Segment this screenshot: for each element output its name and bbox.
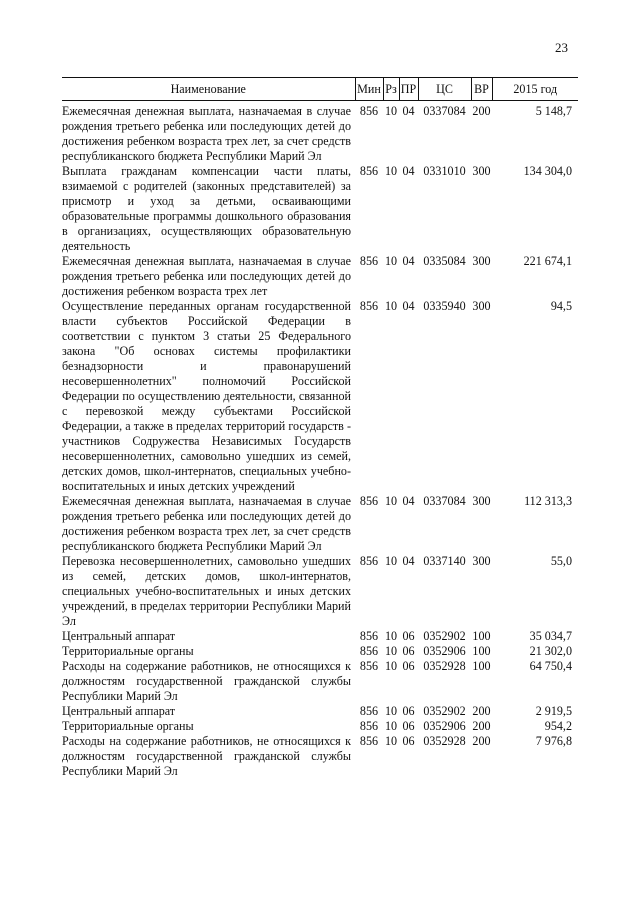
- row-vr: 300: [472, 554, 491, 568]
- row-name: Расходы на содержание работников, не относящихся к должностям государственной гражданской службы Республики Марий Эл: [62, 734, 351, 778]
- row-cs: 0352928: [423, 734, 466, 748]
- table-row: [62, 704, 578, 719]
- row-cs: 0337140: [423, 554, 466, 568]
- table-body: [62, 101, 578, 780]
- row-rz: 10: [384, 254, 398, 268]
- row-rz: 10: [384, 299, 398, 313]
- row-vr: 200: [472, 704, 491, 718]
- row-name: Перевозка несовершеннолетних, самовольно ушедших из семей, детских домов, школ-интернатов, специальных учебно-воспитательных и иных детских учреждений, в пределах территории Республики Марий Эл: [62, 554, 351, 628]
- row-amount: 64 750,4: [529, 659, 572, 673]
- row-vr: 200: [472, 734, 491, 748]
- row-min: 856: [359, 629, 379, 643]
- table-row: [62, 734, 578, 779]
- row-amount: 5 148,7: [535, 104, 572, 118]
- row-rz: 10: [384, 104, 398, 118]
- row-vr: 300: [472, 254, 491, 268]
- header-pr: ПР: [399, 78, 418, 101]
- row-vr: 300: [472, 494, 491, 508]
- row-pr: 04: [402, 494, 415, 508]
- header-year: 2015 год: [492, 78, 578, 101]
- table-row: [62, 629, 578, 644]
- table-row: [62, 494, 578, 554]
- row-rz: 10: [384, 659, 398, 673]
- row-amount: 954,2: [544, 719, 572, 733]
- row-amount: 35 034,7: [529, 629, 572, 643]
- header-name: Наименование: [62, 78, 355, 101]
- row-pr: 06: [402, 644, 415, 658]
- row-cs: 0352902: [423, 629, 466, 643]
- row-rz: 10: [384, 629, 398, 643]
- row-rz: 10: [384, 644, 398, 658]
- row-min: 856: [359, 299, 379, 313]
- row-rz: 10: [384, 554, 398, 568]
- row-min: 856: [359, 704, 379, 718]
- page-number: 23: [555, 40, 568, 55]
- row-rz: 10: [384, 734, 398, 748]
- table-row: [62, 101, 578, 165]
- header-cs: ЦС: [418, 78, 471, 101]
- row-amount: 55,0: [550, 554, 572, 568]
- row-amount: 112 313,3: [524, 494, 572, 508]
- header-row: [62, 78, 578, 101]
- row-amount: 94,5: [550, 299, 572, 313]
- row-vr: 100: [472, 629, 491, 643]
- row-pr: 04: [402, 299, 415, 313]
- row-pr: 04: [402, 554, 415, 568]
- row-min: 856: [359, 164, 379, 178]
- row-min: 856: [359, 104, 379, 118]
- row-pr: 06: [402, 629, 415, 643]
- row-min: 856: [359, 734, 379, 748]
- table-row: [62, 299, 578, 494]
- table-header: [62, 78, 578, 101]
- row-name: Ежемесячная денежная выплата, назначаемая в случае рождения третьего ребенка или последующих детей до достижения ребенком возраста трех лет, за счет средств республиканского бюджета Республики Марий Эл: [62, 494, 351, 553]
- table-row: [62, 644, 578, 659]
- row-cs: 0352906: [423, 719, 466, 733]
- row-cs: 0352902: [423, 704, 466, 718]
- row-name: Территориальные органы: [62, 644, 194, 658]
- row-vr: 100: [472, 644, 491, 658]
- row-name: Территориальные органы: [62, 719, 194, 733]
- row-min: 856: [359, 719, 379, 733]
- row-amount: 21 302,0: [529, 644, 572, 658]
- row-amount: 7 976,8: [535, 734, 572, 748]
- row-cs: 0337084: [423, 494, 466, 508]
- row-min: 856: [359, 644, 379, 658]
- row-vr: 200: [472, 719, 491, 733]
- row-name: Центральный аппарат: [62, 704, 176, 718]
- row-pr: 06: [402, 659, 415, 673]
- row-rz: 10: [384, 704, 398, 718]
- row-min: 856: [359, 554, 379, 568]
- table-row: [62, 254, 578, 299]
- row-amount: 221 674,1: [523, 254, 572, 268]
- row-cs: 0337084: [423, 104, 466, 118]
- table-row: [62, 719, 578, 734]
- budget-table: [62, 77, 578, 779]
- row-rz: 10: [384, 494, 398, 508]
- row-pr: 04: [402, 254, 415, 268]
- row-name: Осуществление переданных органам государственной власти субъектов Российской Федерации в соответствии с пунктом 3 статьи 25 Федерального закона "Об основах системы профилактики безнадзорности и правонарушений несовершеннолетних" полномочий Российской Федерации по осуществлению деятельности, связанной с перевозкой между субъектами Российской Федерации, а также в пределах территорий государств - участников Содружества Независимых Государств несовершеннолетних, самовольно ушедших из семей, детских домов, школ-интернатов, специальных учебно-воспитательных и иных детских учреждений: [62, 299, 351, 493]
- row-rz: 10: [384, 719, 398, 733]
- row-cs: 0335940: [423, 299, 466, 313]
- row-name: Ежемесячная денежная выплата, назначаемая в случае рождения третьего ребенка или последующих детей до достижения ребенком возраста трех лет: [62, 254, 351, 298]
- header-rz: Рз: [383, 78, 399, 101]
- row-min: 856: [359, 494, 379, 508]
- table-row: [62, 554, 578, 629]
- row-cs: 0352928: [423, 659, 466, 673]
- row-vr: 200: [472, 104, 491, 118]
- row-name: Центральный аппарат: [62, 629, 176, 643]
- row-amount: 2 919,5: [535, 704, 572, 718]
- row-pr: 04: [402, 104, 415, 118]
- row-cs: 0335084: [423, 254, 466, 268]
- row-vr: 100: [472, 659, 491, 673]
- row-pr: 06: [402, 734, 415, 748]
- row-min: 856: [359, 659, 379, 673]
- row-pr: 04: [402, 164, 415, 178]
- header-vr: ВР: [471, 78, 492, 101]
- row-min: 856: [359, 254, 379, 268]
- table-row: [62, 164, 578, 254]
- row-amount: 134 304,0: [523, 164, 572, 178]
- header-min: Мин: [355, 78, 383, 101]
- row-pr: 06: [402, 719, 415, 733]
- row-pr: 06: [402, 704, 415, 718]
- row-rz: 10: [384, 164, 398, 178]
- row-cs: 0331010: [423, 164, 466, 178]
- row-vr: 300: [472, 164, 491, 178]
- row-name: Расходы на содержание работников, не относящихся к должностям государственной гражданской службы Республики Марий Эл: [62, 659, 351, 703]
- row-cs: 0352906: [423, 644, 466, 658]
- table-row: [62, 659, 578, 704]
- row-name: Ежемесячная денежная выплата, назначаемая в случае рождения третьего ребенка или последующих детей до достижения ребенком возраста трех лет, за счет средств республиканского бюджета Республики Марий Эл: [62, 104, 351, 163]
- row-name: Выплата гражданам компенсации части платы, взимаемой с родителей (законных представителей) за присмотр и уход за детьми, осваивающими образовательные программы дошкольного образования в организациях, осуществляющих образовательную деятельность: [62, 164, 351, 253]
- row-vr: 300: [472, 299, 491, 313]
